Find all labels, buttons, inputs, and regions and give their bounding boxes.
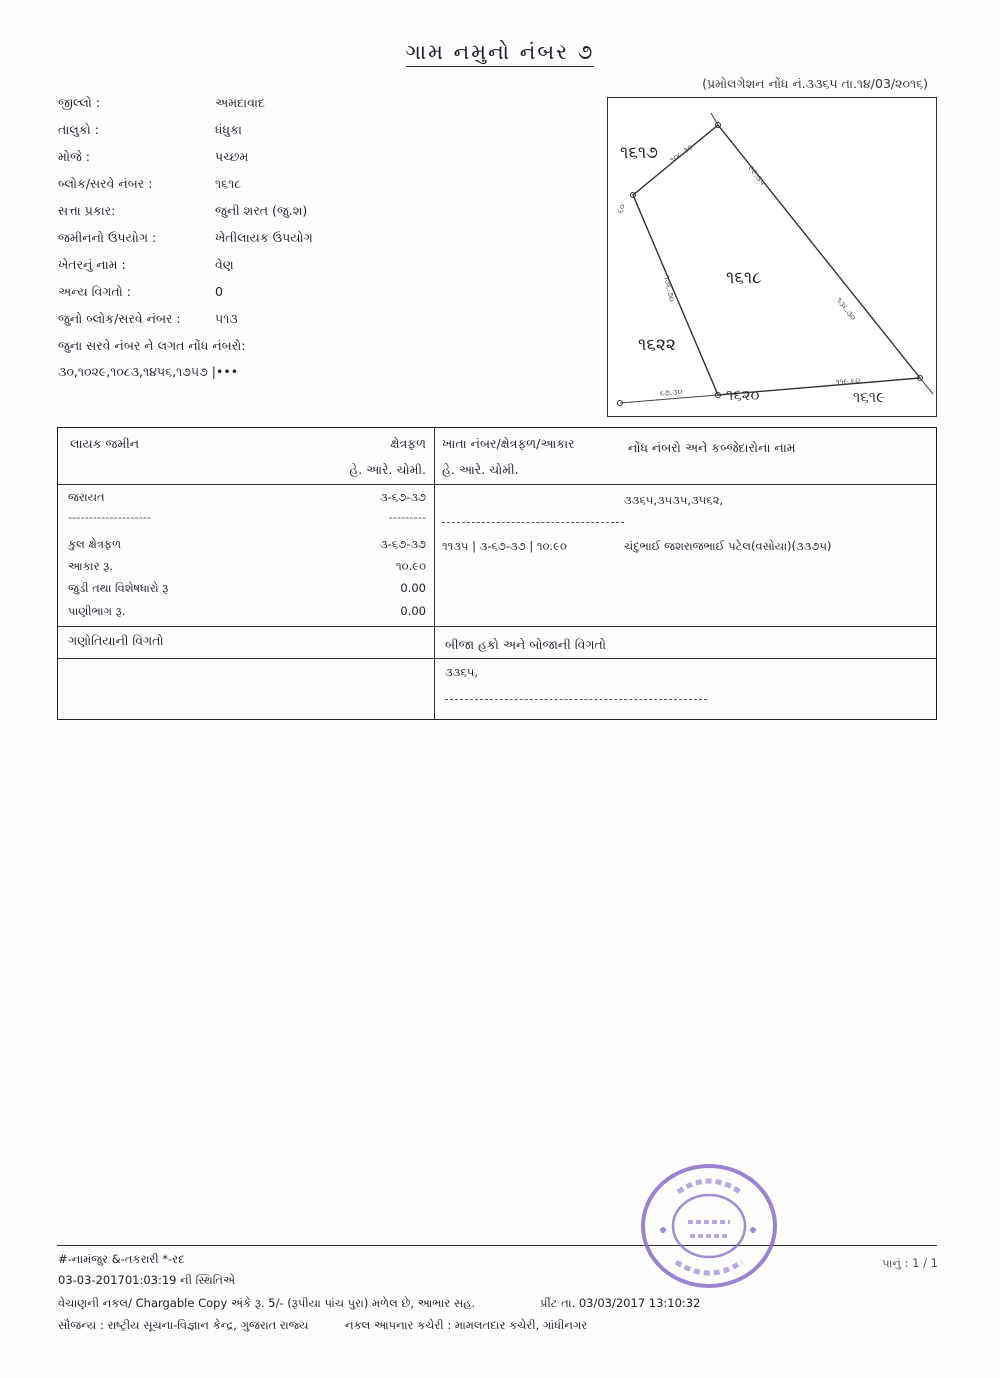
owner-name: ચંદુભાઈ જશરાજભાઈ પટેલ(વસોયા)(૩૩૭૫) bbox=[624, 539, 832, 553]
info-survey-number: બ્લોક/સરવે નંબર : ૧૬૧૮ bbox=[58, 176, 242, 191]
header-khata: ખાતા નંબર/ક્ષેત્રફળ/આકાર bbox=[442, 436, 575, 451]
jarayat-area: ૩-૬૭-૩૭ bbox=[379, 490, 426, 504]
section-divider bbox=[58, 658, 936, 659]
label-1618: ૧૬૧૮ bbox=[726, 268, 762, 288]
info-other: અન્ય વિગતો : 0 bbox=[58, 284, 223, 299]
header-land: લાયક જમીન bbox=[70, 436, 140, 451]
footer-copy: વેચાણની નકલ/ Chargable Copy અંકે રૂ. 5/- (રૂપીયા પાંચ પુરા) મળેલ છે, આભાર સહ. bbox=[58, 1296, 476, 1310]
dim-bottom: ૬૭.૩૦ bbox=[659, 387, 683, 398]
plot-boundary bbox=[633, 125, 920, 395]
tenant-label: ગણોતિયાની વિગતો bbox=[68, 633, 164, 648]
info-village: મોજે : પચ્છમ bbox=[58, 149, 249, 164]
old-survey-values: ૩૦,૧૦૨૯,૧૦૮૩,૧૪૫૬,૧૭૫૭ |••• bbox=[58, 364, 239, 379]
info-taluka: તાલુકો : ધંધુકા bbox=[58, 122, 242, 137]
footer-print: પ્રીંટ તા. 03/03/2017 13:10:32 bbox=[540, 1296, 701, 1310]
header-area: ક્ષેત્રફળ bbox=[390, 436, 426, 451]
office-seal bbox=[638, 1160, 780, 1290]
section-divider bbox=[58, 626, 936, 627]
label-1619: ૧૬૧૯ bbox=[853, 388, 885, 406]
note-numbers: ૩૩૬૫,૩૫૩૫,૩૫૬૨, bbox=[624, 493, 724, 507]
info-field-name: ખેતરનું નામ : વેણ bbox=[58, 257, 234, 272]
pani-label: પાણીભાગ રૂ. bbox=[68, 604, 126, 618]
header-divider bbox=[58, 484, 936, 485]
info-tenure: સત્તા પ્રકાર: જુની શરત (જુ.શ) bbox=[58, 203, 308, 218]
info-district: જીલ્લો : અમદાવાદ bbox=[58, 95, 265, 110]
footer-divider bbox=[57, 1245, 937, 1246]
info-old-survey: જુનો બ્લોક/સરવે નંબર : ૫૧૩ bbox=[58, 311, 238, 326]
footer-legend: #-નામંજુર &-તકરારી *-રદ bbox=[58, 1252, 185, 1266]
total-area-label: કુલ ક્ષેત્રફળ bbox=[68, 537, 122, 551]
rights-value: ૩૩૬૫, bbox=[445, 665, 478, 679]
promulgation-note: (પ્રમોલગેશન નોંધ નં.૩૩૬૫ તા.૧૪/03/૨૦૧૬) bbox=[702, 76, 928, 91]
dash-line bbox=[445, 699, 707, 700]
header-khata-unit: હે. આરે. ચોમી. bbox=[442, 462, 519, 477]
dim-bottom-right: ૧૧૯.૬૦ bbox=[835, 375, 861, 387]
dash-area: --------- bbox=[388, 510, 426, 524]
column-divider bbox=[434, 428, 435, 719]
old-survey-label: જુના સરવે નંબર ને લગત નોંધ નંબરો: bbox=[58, 338, 246, 353]
survey-map-drawing bbox=[608, 98, 938, 418]
total-area-value: ૩-૬૭-૩૭ bbox=[379, 537, 426, 551]
header-area-unit: હે. આરે. ચોમી. bbox=[349, 462, 426, 477]
rights-label: બીજા હકો અને બોજાની વિગતો bbox=[445, 637, 606, 652]
judi-label: જુડી તથા વિશેષધારો રૂ bbox=[68, 581, 169, 595]
label-1617: ૧૬૧૭ bbox=[620, 143, 658, 163]
label-1620: ૧૬૨૦ bbox=[726, 386, 760, 404]
akar-label: આકાર રૂ. bbox=[68, 559, 113, 573]
dim-small: ૬૦ bbox=[615, 202, 628, 215]
header-notes: નોંધ નંબરો અને કબ્જેદારોના નામ bbox=[628, 440, 796, 455]
jarayat-label: જરાયત bbox=[68, 490, 105, 504]
seal-icon bbox=[638, 1160, 780, 1290]
footer-credit: સૌજન્ય : રાષ્ટ્રીય સૂચના-વિજ્ઞાન કેન્દ્ર, ગુજરાત રાજ્ય bbox=[58, 1318, 309, 1332]
survey-map bbox=[607, 97, 937, 417]
dim-top: ૧૦૮.૩૦ bbox=[667, 142, 695, 165]
pani-value: 0.00 bbox=[400, 604, 426, 618]
dim-right-a: ૯૯.૩૫ bbox=[746, 163, 768, 188]
label-1622: ૧૬૨૨ bbox=[638, 335, 676, 355]
dash-left: -------------------- bbox=[68, 510, 151, 524]
dash-line bbox=[442, 522, 624, 523]
dim-left: ૧૩૬.૭૦ bbox=[662, 274, 677, 303]
khata-row: ૧૧૩૫ | ૩-૬૭-૩૭ | ૧૦.૯૦ bbox=[442, 539, 567, 553]
page-number: પાનું : 1 / 1 bbox=[882, 1256, 938, 1270]
info-land-use: જમીનનો ઉપયોગ : ખેતીલાયક ઉપયોગ bbox=[58, 230, 313, 245]
boundary-line bbox=[920, 378, 933, 394]
akar-value: ૧૦.૯૦ bbox=[396, 559, 426, 573]
dim-right-b: ૧૩૬.૩૦ bbox=[834, 295, 858, 323]
footer-status: 03-03-201701:03:19 ની સ્થિતિએ bbox=[58, 1273, 236, 1287]
footer-office: નકલ આપનાર કચેરી : મામલતદાર કચેરી, ગાંધીનગર bbox=[345, 1318, 588, 1332]
page-title: ગામ નમુનો નંબર ૭ bbox=[0, 40, 1000, 65]
judi-value: 0.00 bbox=[400, 581, 426, 595]
